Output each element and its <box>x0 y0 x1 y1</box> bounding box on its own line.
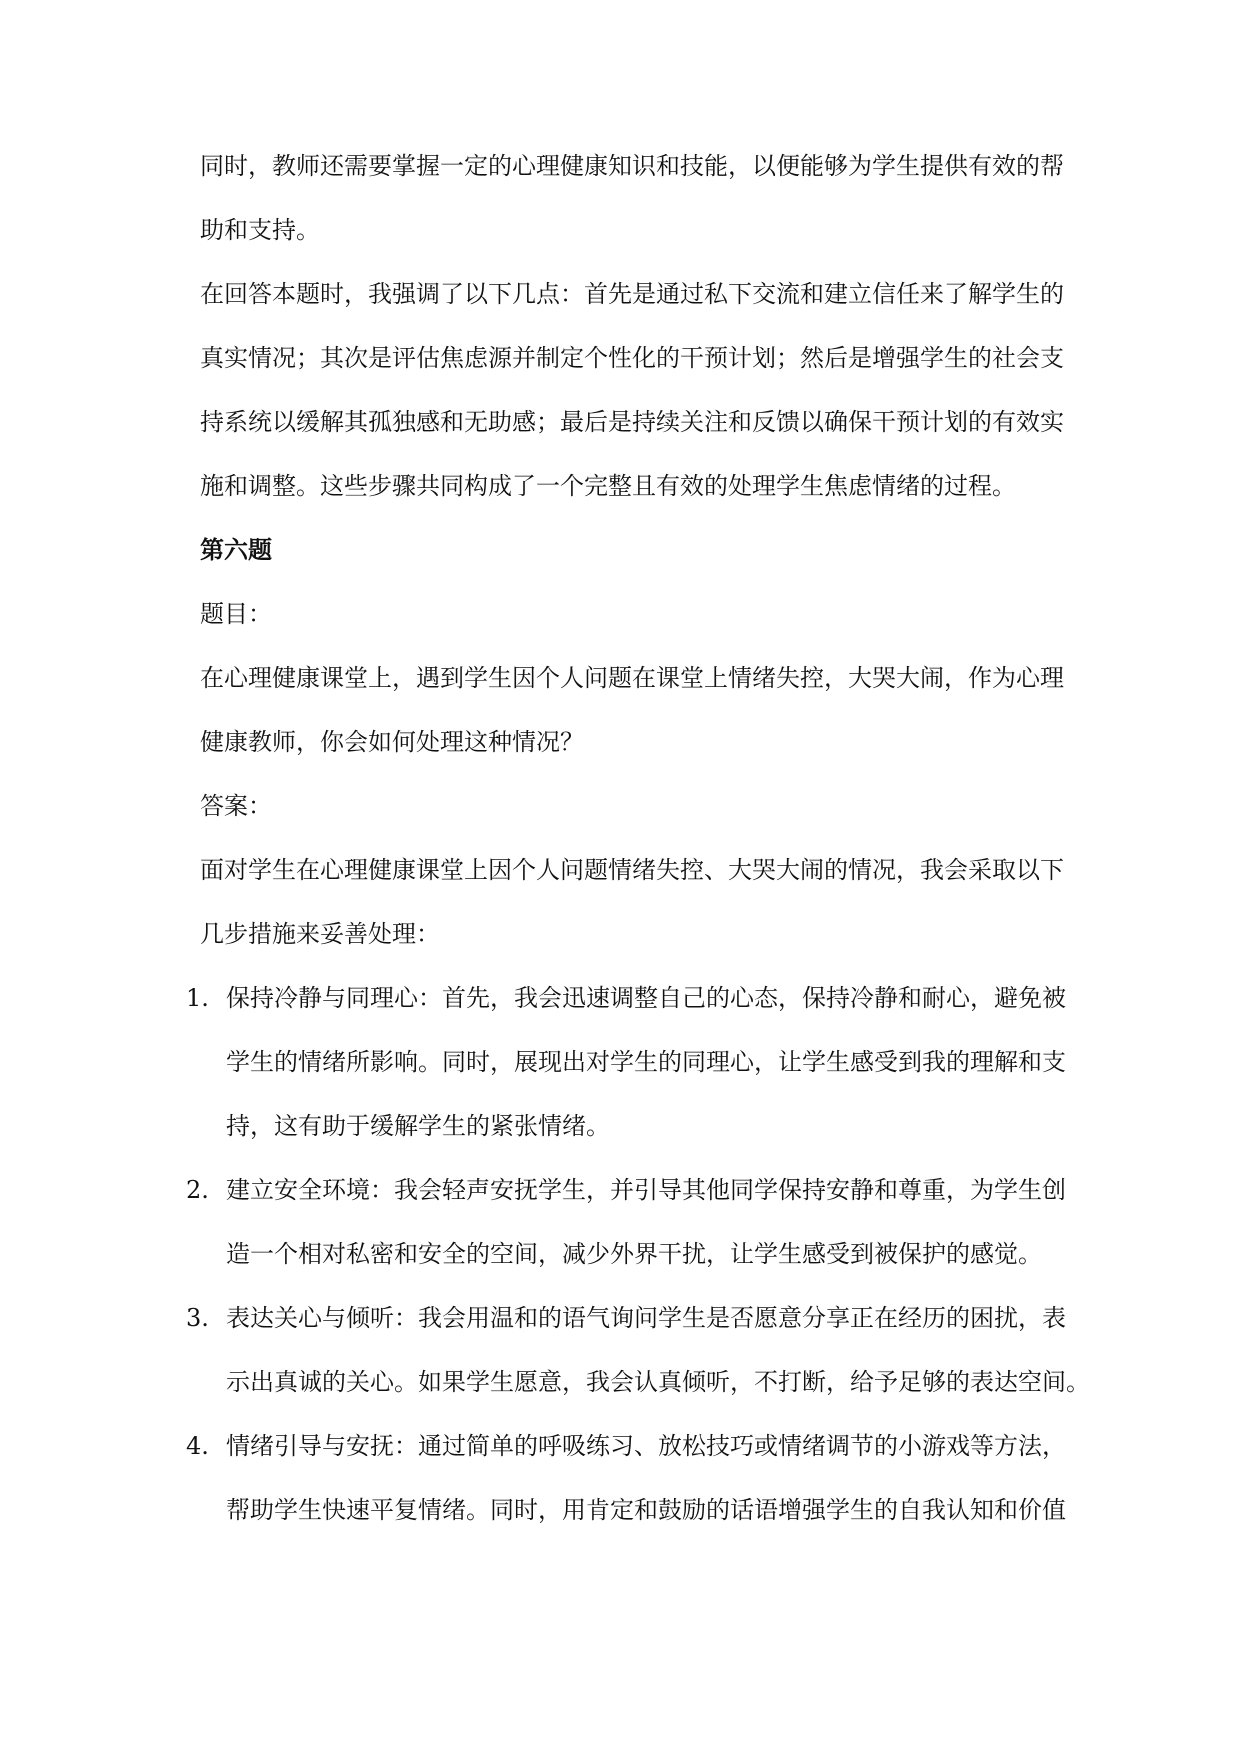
list-item-2-line-1: 建立安全环境：我会轻声安抚学生，并引导其他同学保持安静和尊重，为学生创 <box>226 1176 1066 1204</box>
section-title: 第六题 <box>200 535 272 564</box>
answer-intro-line-1: 面对学生在心理健康课堂上因个人问题情绪失控、大哭大闹的情况，我会采取以下 <box>200 856 1064 884</box>
list-item-1-line-1: 保持冷静与同理心：首先，我会迅速调整自己的心态，保持冷静和耐心，避免被 <box>226 984 1066 1012</box>
intro-line-2: 助和支持。 <box>200 216 320 244</box>
intro-line-1: 同时，教师还需要掌握一定的心理健康知识和技能，以便能够为学生提供有效的帮 <box>200 152 1064 180</box>
question-line-2: 健康教师，你会如何处理这种情况？ <box>200 728 584 756</box>
list-item-1-line-3: 持，这有助于缓解学生的紧张情绪。 <box>226 1112 610 1140</box>
answer-intro-line-2: 几步措施来妥善处理： <box>200 920 440 948</box>
list-item-3-line-1: 表达关心与倾听：我会用温和的语气询问学生是否愿意分享正在经历的困扰，表 <box>226 1304 1066 1332</box>
list-number-1: 1. <box>186 984 209 1012</box>
list-number-4: 4. <box>186 1432 209 1460</box>
summary-line-2: 真实情况；其次是评估焦虑源并制定个性化的干预计划；然后是增强学生的社会支 <box>200 344 1064 372</box>
question-label: 题目： <box>200 600 272 628</box>
answer-label: 答案： <box>200 792 272 820</box>
list-item-4-line-2: 帮助学生快速平复情绪。同时，用肯定和鼓励的话语增强学生的自我认知和价值 <box>226 1496 1066 1524</box>
list-item-3-line-2: 示出真诚的关心。如果学生愿意，我会认真倾听，不打断，给予足够的表达空间。 <box>226 1368 1090 1396</box>
summary-line-3: 持系统以缓解其孤独感和无助感；最后是持续关注和反馈以确保干预计划的有效实 <box>200 408 1064 436</box>
summary-line-4: 施和调整。这些步骤共同构成了一个完整且有效的处理学生焦虑情绪的过程。 <box>200 472 1016 500</box>
summary-line-1: 在回答本题时，我强调了以下几点：首先是通过私下交流和建立信任来了解学生的 <box>200 280 1064 308</box>
list-number-2: 2. <box>186 1176 209 1204</box>
list-item-2-line-2: 造一个相对私密和安全的空间，减少外界干扰，让学生感受到被保护的感觉。 <box>226 1240 1042 1268</box>
list-item-1-line-2: 学生的情绪所影响。同时，展现出对学生的同理心，让学生感受到我的理解和支 <box>226 1048 1066 1076</box>
list-number-3: 3. <box>186 1304 209 1332</box>
question-line-1: 在心理健康课堂上，遇到学生因个人问题在课堂上情绪失控，大哭大闹，作为心理 <box>200 664 1064 692</box>
list-item-4-line-1: 情绪引导与安抚：通过简单的呼吸练习、放松技巧或情绪调节的小游戏等方法， <box>226 1432 1066 1460</box>
